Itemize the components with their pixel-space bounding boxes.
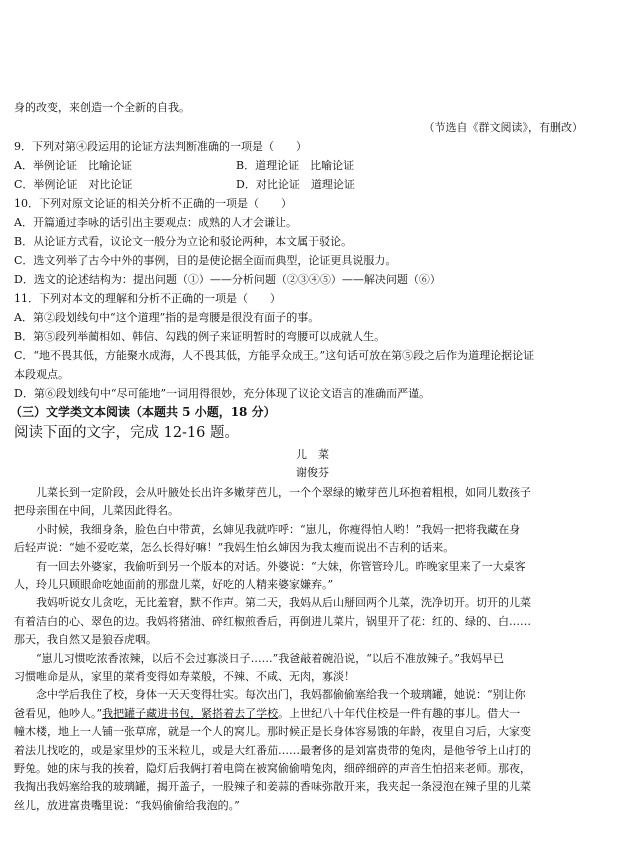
q9-option-a: A．举例论证 比喻论证 — [14, 159, 132, 172]
q10-option-d: D．选文的论述结构为：提出问题（①）——分析问题（②③④⑤）——解决问题（⑥） — [14, 273, 441, 286]
section-heading: （三）文学类文本阅读（本题共 5 小题，18 分） — [10, 405, 276, 419]
story-line: 我掏出我妈塞给我的玻璃罐，揭开盖子，一股辣子和姜蒜的香味弥散开来，我夹起一条浸泡在辣子里的儿菜 — [14, 780, 531, 794]
q10-option-a: A．开篇通过李咏的话引出主要观点：成熟的人才会谦让。 — [14, 216, 297, 229]
story-line: 把母亲围在中间，儿菜因此得名。 — [14, 504, 179, 518]
story-line: 后轻声说：“她不爱吃菜，怎么长得好嘛！”我妈生怕幺婶因为我太瘦而说出不吉利的话来。 — [14, 541, 455, 555]
story-line: 野兔。她的床与我的挨着，隐灯后我俩打着电筒在被窝偷偷啃兔肉，细碎细碎的声音生怕招来老师。那夜， — [14, 762, 531, 775]
story-title: 儿 菜 — [296, 448, 329, 461]
q11-option-a: A．第②段划线句中“这个道理”指的是弯腰是很没有面子的事。 — [14, 311, 320, 324]
story-line: 习惯唯命是从，家里的菜肴变得如寿菜般，不辣、不咸、无肉，寡淡！ — [14, 670, 355, 683]
q11-option-d: D．第⑥段划线句中“尽可能地”一词用得很妙，充分体现了议论文语言的准确而严谨。 — [14, 387, 431, 400]
story-line: 着法儿找吃的，或是家里炒的玉米粒儿，或是大红番茄……最奢侈的是刘富贵带的兔肉，是他爷爷上山打的 — [14, 743, 531, 757]
q11-option-b: B．第⑤段列举蔺相如、韩信、勾践的例子来证明暂时的弯腰可以成就人生。 — [14, 330, 386, 343]
q9-stem: 9．下列对第④段运用的论证方法判断准确的一项是（ ） — [14, 140, 307, 153]
q9-option-b: B．道理论证 比喻论证 — [236, 159, 355, 172]
story-line: 有着洁白的心、翠色的边。我妈将猪油、碎红椒煎香后，再倒进儿菜片，锅里开了花：红的、绿的、白…… — [14, 614, 531, 628]
story-line: 人，玲儿只顾眼命吃她面前的那盘儿菜，好吃的人精来婆家嫌弃。” — [14, 578, 334, 591]
underlined-sentence: 我把罐子藏进书包，紧搭着去了学校 — [102, 706, 279, 720]
story-line: 念中学后我住了校，身体一天天变得壮实。每次出门，我妈都偷偷塞给我一个玻璃罐，她说：“别让你 — [36, 688, 526, 702]
source-note: （节选自《群文阅读》，有删改） — [423, 121, 583, 134]
story-line: 爸看见，他吵人。”我把罐子藏进书包，紧搭着去了学校。上世纪八十年代住校是一件有趣的事儿。借大一 — [14, 706, 521, 720]
q10-option-c: C．选文列举了古今中外的事例，目的是使论据全面而典型，论证更具说服力。 — [14, 254, 397, 267]
story-line: 儿菜长到一定阶段，会从叶腋处长出许多嫩芽芭儿，一个个翠绿的嫩芽芭儿环抱着粗根，如同儿数孩子 — [36, 486, 531, 499]
q9-option-d: D．对比论证 道理论证 — [236, 178, 355, 191]
story-line: 丝儿，放进富贵嘴里说：“我妈偷偷给我泡的。” — [14, 798, 240, 812]
story-line: 小时候，我细身条，脸色白中带黄，幺婶见我就咋呼：“崽儿，你瘦得怕人哟！”我妈一把将我藏在身 — [36, 522, 521, 536]
passage-tail-text: 身的改变，来创造一个全新的自我。 — [14, 101, 190, 114]
story-line: 幢木楼，地上一人铺一张草席，就是一个人的窝儿。那时候正是长身体容易饿的年龄，夜里自习后，大家变 — [14, 725, 531, 739]
story-author: 谢俊芬 — [296, 466, 329, 479]
q11-option-c-cont: 本段观点。 — [14, 368, 69, 381]
section-instruction: 阅读下面的文字，完成 12-16 题。 — [14, 425, 240, 441]
q9-option-c: C．举例论证 对比论证 — [14, 178, 133, 191]
q11-stem: 11．下列对本文的理解和分析不正确的一项是（ ） — [14, 292, 281, 305]
story-line: 我妈听说女儿贪吃，无比羞窘，默不作声。第二天，我妈从后山掰回两个儿菜，洗净切开。切开的儿菜 — [36, 596, 531, 610]
story-line: “崽儿习惯吃浓香浓辣，以后不会过寡淡日子……”我爸敲着碗沿说，“以后不准放辣子。”我妈早已 — [36, 651, 504, 665]
story-line: 那天，我自然又是狼吞虎咽。 — [14, 633, 157, 647]
q10-stem: 10．下列对原文论证的相关分析不正确的一项是（ ） — [14, 197, 292, 210]
story-line: 有一回去外婆家，我偷听到另一个版本的对话。外婆说：“大妹，你管管玲儿。昨晚家里来了一大桌客 — [36, 559, 526, 573]
q11-option-c: C．“地不畏其低，方能聚水成海，人不畏其低，方能孚众成王。”这句话可放在第⑤段之后作为道理论据论证 — [14, 349, 535, 362]
q10-option-b: B．从论证方式看，议论文一般分为立论和驳论两种，本文属于驳论。 — [14, 235, 353, 248]
